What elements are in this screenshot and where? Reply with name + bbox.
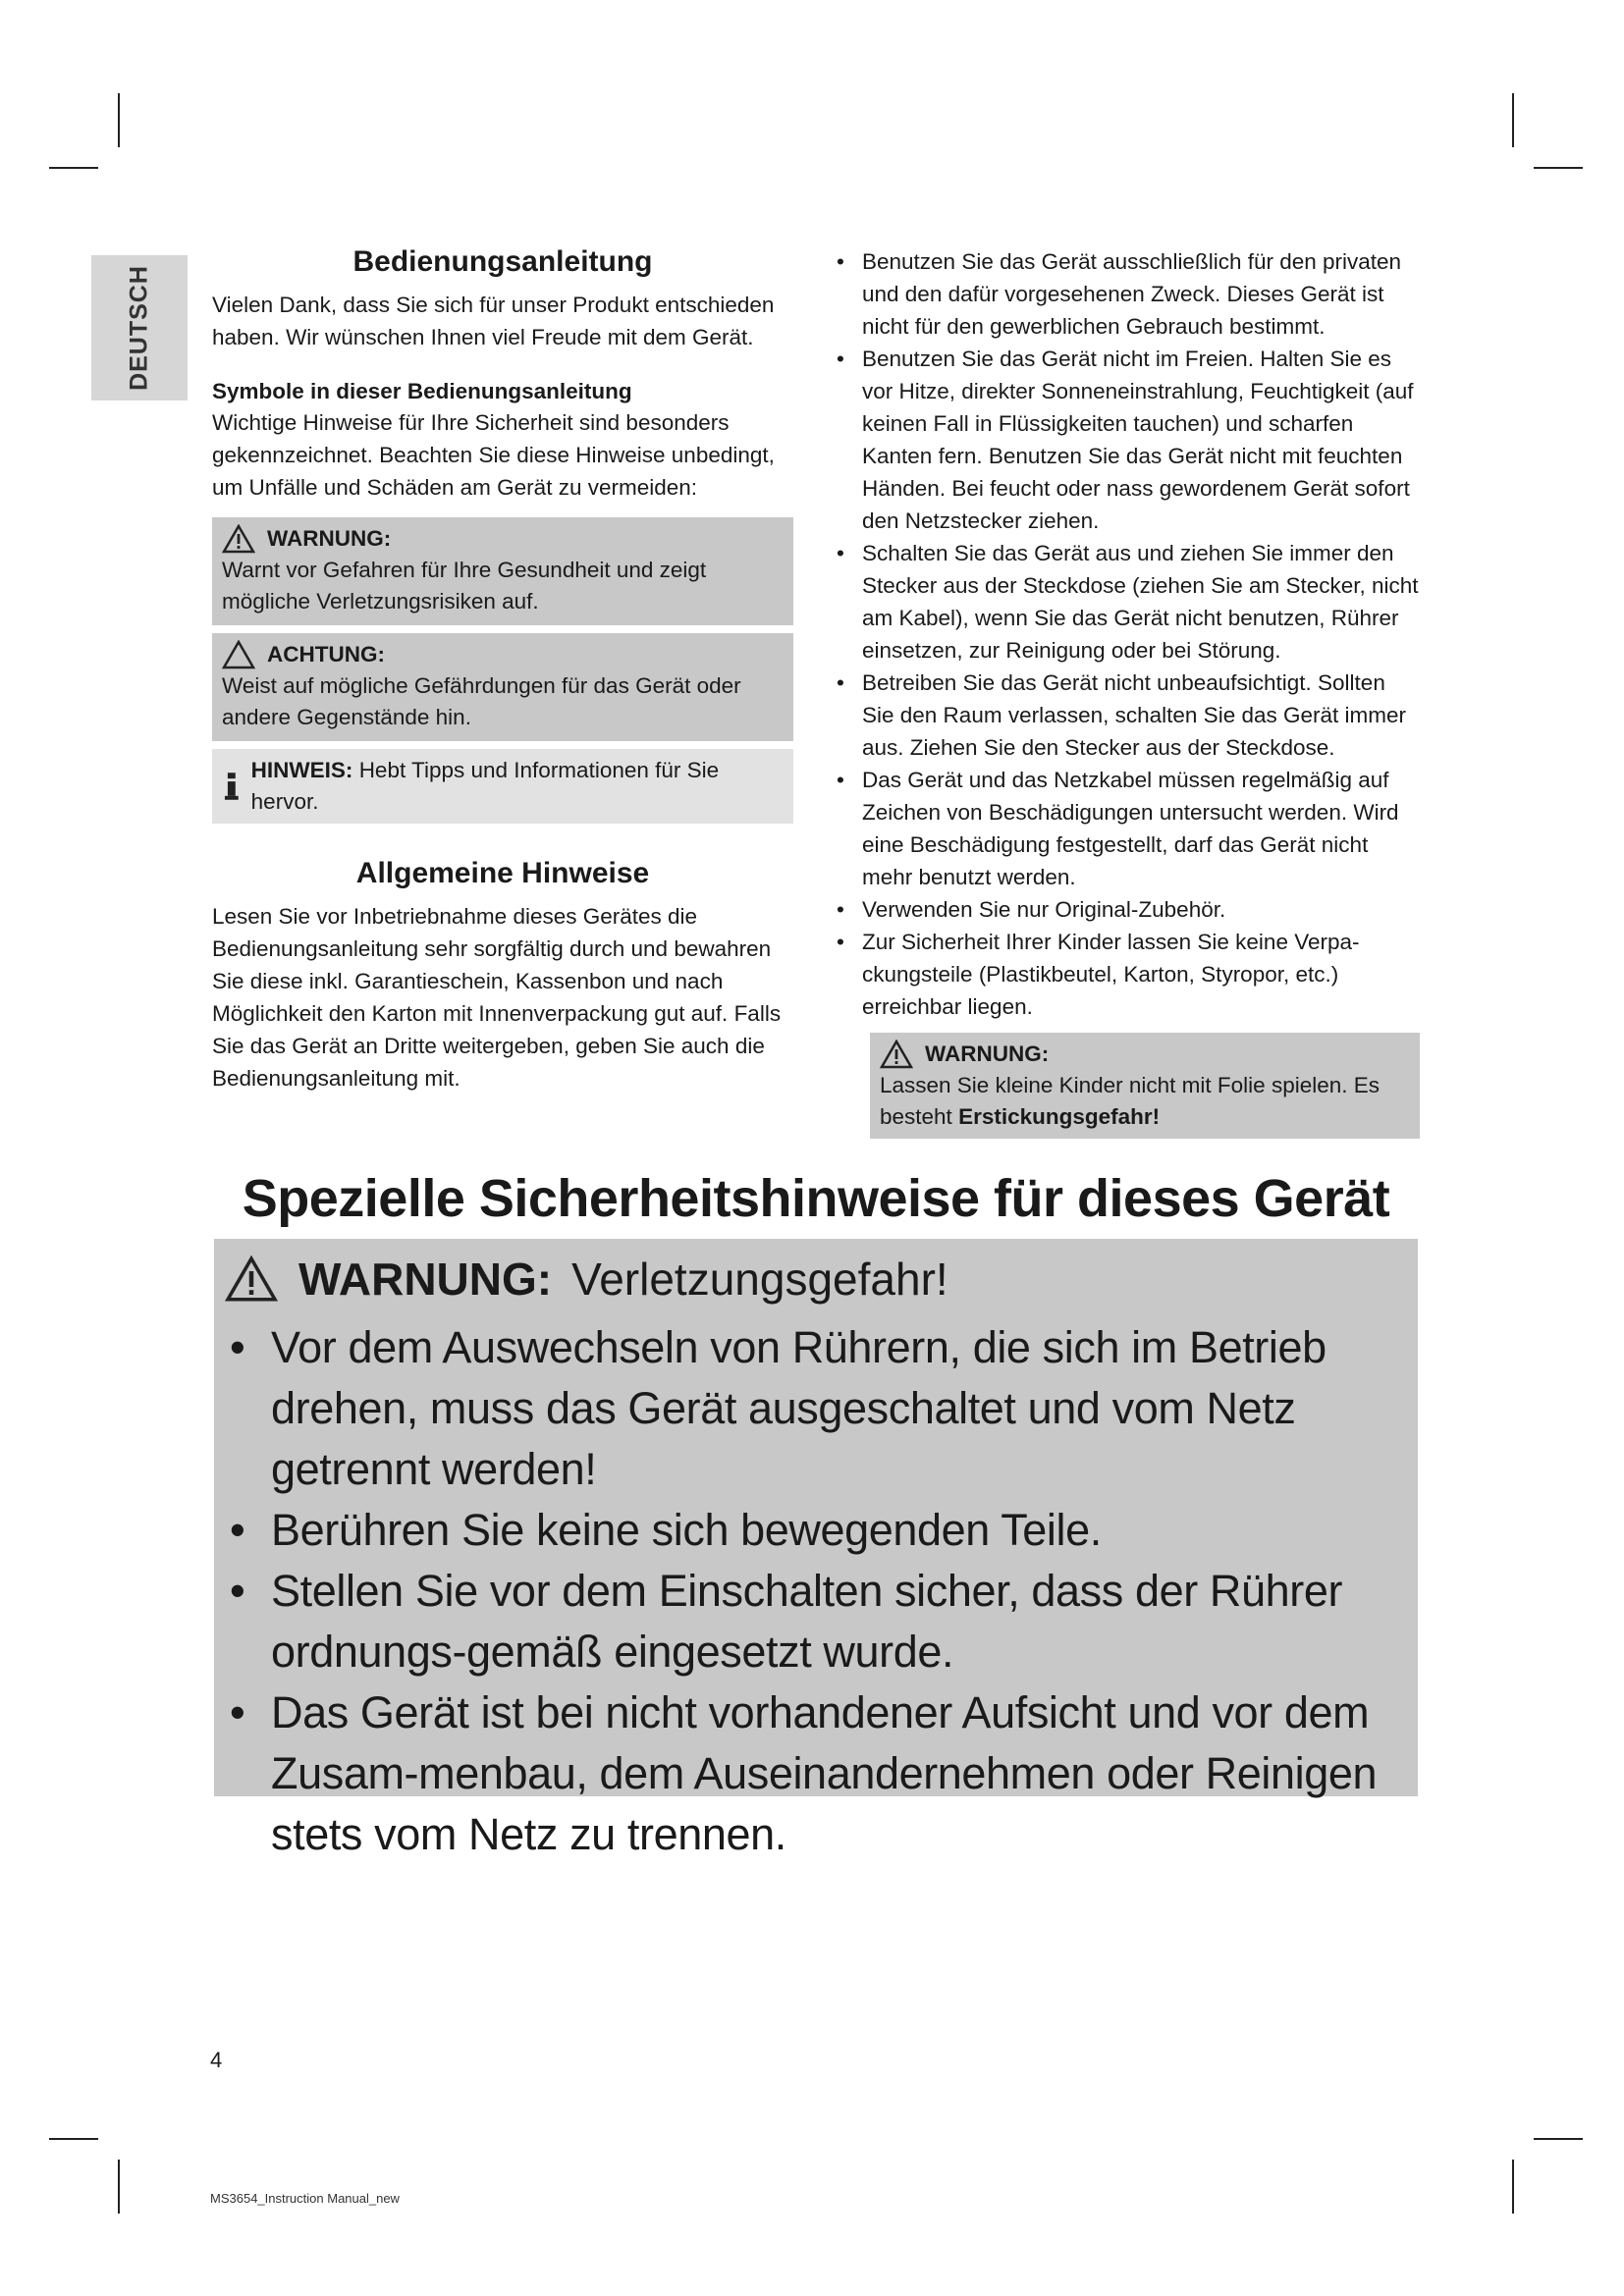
special-warning-box (214, 1239, 1418, 1859)
warning-label: WARNUNG: (267, 526, 392, 551)
intro-text: Vielen Dank, dass Sie sich für unser Produkt entschieden haben. Wir wünschen Ihnen viel Freude mit dem Gerät. (212, 293, 775, 349)
left-column (212, 245, 793, 1095)
special-warning-subtitle: Verletzungsgefahr! (571, 1254, 948, 1305)
warning-triangle-icon (222, 524, 255, 554)
warning-text: Lassen Sie kleine Kinder nicht mit Folie spielen. Es besteht (880, 1073, 1380, 1129)
list-item: • Zur Sicherheit Ihrer Kinder lassen Sie keine Verpa-ckungsteile (Plastikbeutel, Karton, Styropor, etc.) erreichbar liegen. (837, 930, 1360, 1019)
warning-box (212, 517, 793, 625)
crop-mark (1534, 2138, 1583, 2140)
list-item: • Benutzen Sie das Gerät ausschließlich für den privaten und den dafür vorgesehenen Zweck. Dieses Gerät ist nicht für den gewerblichen Gebrauch bestimmt. (837, 249, 1402, 339)
warning-label: WARNUNG: (925, 1041, 1050, 1066)
special-list (224, 1317, 1412, 1865)
crop-mark (118, 93, 120, 147)
footer-text: MS3654_Instruction Manual_new (210, 2191, 400, 2206)
safety-list (835, 245, 1420, 1023)
crop-mark (1512, 93, 1514, 147)
warning-text: Warnt vor Gefahren für Ihre Gesundheit und zeigt mögliche Verletzungsrisiken auf. (222, 558, 707, 614)
symbols-text: Wichtige Hinweise für Ihre Sicherheit sind besonders gekennzeichnet. Beachten Sie diese Hinweise unbedingt, um Unfälle und Schäden am Gerät zu vermeiden: (212, 410, 775, 500)
special-heading: Spezielle Sicherheitshinweise für dieses Gerät (242, 1169, 1390, 1228)
general-heading: Allgemeine Hinweise (355, 857, 650, 889)
manual-heading: Bedienungsanleitung (352, 245, 653, 278)
general-text: Lesen Sie vor Inbetriebnahme dieses Gerätes die Bedienungsanleitung sehr sorgfältig durch und bewahren Sie diese inkl. Garantieschein, Kassenbon und nach Möglichkeit den Karton mit Innenverpackung gut auf. Falls Sie das Gerät an Dritte weitergeben, geben Sie auch die Bedienungsanleitung mit. (212, 904, 782, 1091)
caution-triangle-icon (222, 640, 255, 669)
list-item: • Das Gerät ist bei nicht vorhandener Aufsicht und vor dem Zusam-menbau, dem Auseinandernehmen oder Reinigen stets vom Netz zu trennen. (230, 1687, 1378, 1859)
warning-emphasis: Erstickungsgefahr! (958, 1104, 1161, 1129)
list-item: • Schalten Sie das Gerät aus und ziehen Sie immer den Stecker aus der Steckdose (ziehen Sie am Stecker, nicht am Kabel), wenn Sie das Gerät nicht benutzen, Rührer einsetzen, zur Reinigung oder bei Störung. (837, 541, 1419, 663)
list-item: • Benutzen Sie das Gerät nicht im Freien. Halten Sie es vor Hitze, direkter Sonneneinstrahlung, Feuchtigkeit (auf keinen Fall in Flüssigkeiten tauchen) und scharfen Kanten fern. Benutzen Sie das Gerät nicht mit feuchten Händen. Bei feucht oder nass gewordenem Gerät sofort den Netzstecker ziehen. (837, 347, 1414, 533)
info-icon (222, 773, 242, 800)
note-box (212, 749, 793, 824)
list-item: • Betreiben Sie das Gerät nicht unbeaufsichtigt. Sollten Sie den Raum verlassen, schalten Sie das Gerät immer aus. Ziehen Sie den Stecker aus der Steckdose. (837, 670, 1406, 760)
caution-label: ACHTUNG: (267, 642, 385, 667)
page-number: 4 (210, 2048, 223, 2072)
language-tab-label: DEUTSCH (125, 265, 153, 391)
right-column (835, 245, 1420, 1139)
children-warning-box (870, 1033, 1420, 1139)
warning-triangle-icon (224, 1255, 279, 1303)
crop-mark (1512, 2160, 1514, 2214)
caution-box (212, 633, 793, 741)
warning-triangle-icon (880, 1040, 913, 1069)
list-item: • Das Gerät und das Netzkabel müssen regelmäßig auf Zeichen von Beschädigungen untersucht werden. Wird eine Beschädigung festgestellt, darf das Gerät nicht mehr benutzt werden. (837, 768, 1399, 889)
list-item: • Verwenden Sie nur Original-Zubehör. (837, 897, 1226, 922)
list-item: • Stellen Sie vor dem Einschalten sicher, dass der Rührer ordnungs-gemäß eingesetzt wurde. (230, 1566, 1343, 1677)
caution-text: Weist auf mögliche Gefährdungen für das Gerät oder andere Gegenstände hin. (222, 673, 741, 729)
crop-mark (49, 167, 98, 169)
list-item: • Vor dem Auswechseln von Rührern, die sich im Betrieb drehen, muss das Gerät ausgeschaltet und vom Netz getrennt werden! (230, 1322, 1326, 1494)
note-text: Hebt Tipps und Informationen für Sie hervor. (250, 758, 720, 814)
note-label: HINWEIS: (250, 758, 353, 782)
special-warning-label: WARNUNG: (298, 1254, 553, 1305)
crop-mark (1534, 167, 1583, 169)
crop-mark (49, 2138, 98, 2140)
list-item: • Berühren Sie keine sich bewegenden Teile. (230, 1505, 1102, 1555)
language-tab (91, 255, 188, 400)
symbols-heading: Symbole in dieser Bedienungsanleitung (212, 379, 632, 403)
crop-mark (118, 2160, 120, 2214)
